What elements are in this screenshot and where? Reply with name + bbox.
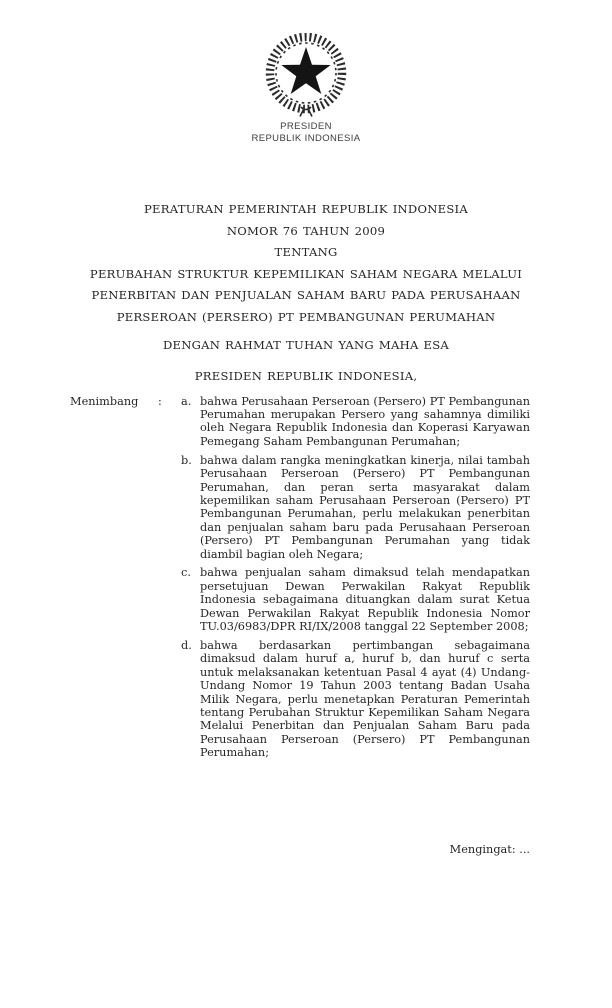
consideration-item-d: [181, 639, 530, 760]
title-line-subject-1: PERUBAHAN STRUKTUR KEPEMILIKAN SAHAM NEGARA MELALUI: [89, 266, 523, 281]
consideration-item-c: [181, 566, 530, 633]
considerations-section: [70, 395, 530, 760]
next-page-catchword: Mengingat: ...: [449, 843, 530, 856]
invocation-line: DENGAN RAHMAT TUHAN YANG MAHA ESA: [162, 337, 450, 352]
item-letter: d.: [181, 638, 192, 652]
header-republik-indonesia: REPUBLIK INDONESIA: [251, 132, 361, 144]
title-line-regulation: PERATURAN PEMERINTAH REPUBLIK INDONESIA: [144, 202, 468, 216]
title-line-tentang: TENTANG: [274, 245, 338, 260]
document-header: [0, 0, 612, 144]
consideration-item-a: [181, 395, 530, 449]
consideration-item-b: [181, 454, 530, 561]
star-wreath-emblem-icon: [258, 33, 354, 119]
considerations-label: Menimbang: [70, 394, 139, 408]
title-line-subject-2: PENERBITAN DAN PENJUALAN SAHAM BARU PADA PERUSAHAAN: [91, 288, 521, 303]
regulation-title-block: [0, 199, 612, 329]
item-text: bahwa penjualan saham dimaksud telah mendapatkan persetujuan Dewan Perwakilan Rakyat Republik Indonesia sebagaimana dituangkan dalam surat Ketua Dewan Perwakilan Rakyat Republik Indonesia Nomor TU.03/6983/DPR RI/IX/2008 tanggal 22 September 2008;: [200, 566, 530, 634]
item-text: bahwa Perusahaan Perseroan (Persero) PT Pembangunan Perumahan merupakan Persero yang sahamnya dimiliki oleh Negara Republik Indonesia dan Koperasi Karyawan Pemegang Saham Pembangunan Perumahan;: [200, 394, 530, 448]
item-text: bahwa berdasarkan pertimbangan sebagaimana dimaksud dalam huruf a, huruf b, dan huruf c serta untuk melaksanakan ketentuan Pasal 4 ayat (4) Undang-Undang Nomor 19 Tahun 2003 tentang Badan Usaha Milik Negara, perlu menetapkan Peraturan Pemerintah tentang Perubahan Struktur Kepemilikan Saham Negara Melalui Penerbitan dan Penjualan Saham Baru pada Perusahaan Perseroan (Persero) PT Pembangunan Perumahan;: [200, 638, 530, 760]
considerations-list: [181, 395, 530, 760]
considerations-colon: :: [158, 394, 162, 408]
authority-line: PRESIDEN REPUBLIK INDONESIA,: [194, 368, 418, 383]
item-letter: c.: [181, 566, 191, 580]
item-letter: b.: [181, 453, 192, 467]
item-letter: a.: [181, 394, 192, 408]
title-line-subject-3: PERSEROAN (PERSERO) PT PEMBANGUNAN PERUMAHAN: [116, 309, 496, 324]
item-text: bahwa dalam rangka meningkatkan kinerja, nilai tambah Perusahaan Perseroan (Persero) PT Pembangunan Perumahan, dan peran serta masyarakat dalam kepemilikan saham Perusahaan Perseroan (Persero) PT Pembangunan Perumahan, perlu melakukan penerbitan dan penjualan saham baru pada Perusahaan Perseroan (Persero) PT Pembangunan Perumahan yang tidak diambil bagian oleh Negara;: [200, 453, 530, 561]
title-line-number: NOMOR 76 TAHUN 2009: [226, 223, 386, 238]
agency-name: [0, 121, 612, 144]
header-presiden: PRESIDEN: [280, 121, 332, 132]
